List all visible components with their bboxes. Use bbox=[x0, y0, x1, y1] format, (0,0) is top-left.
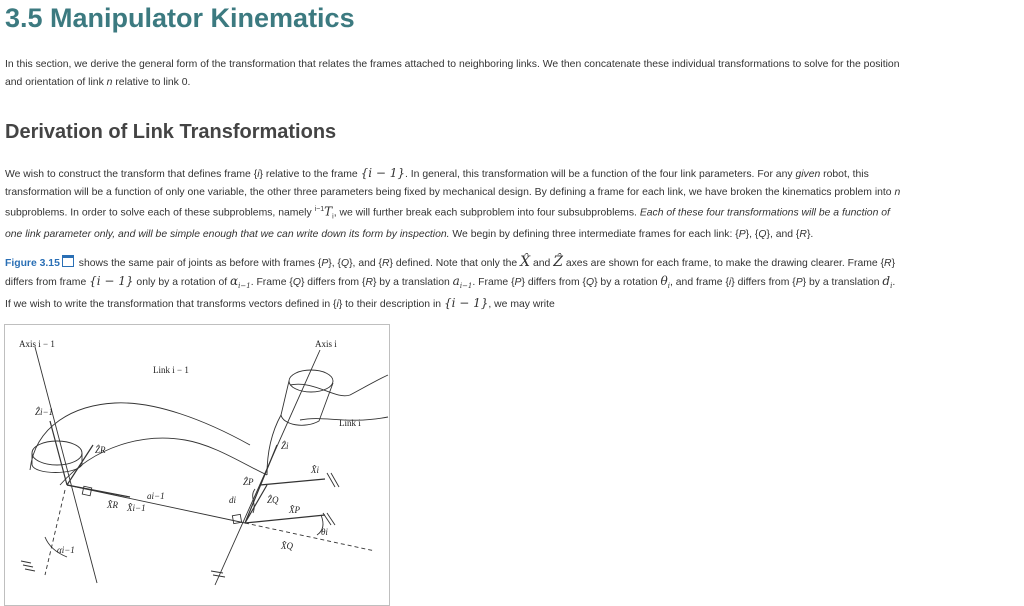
text: differs from frame bbox=[5, 276, 90, 288]
label-z-i: Ẑi bbox=[281, 441, 289, 451]
figure-3-15[interactable] bbox=[4, 324, 390, 606]
text: shows the same pair of joints as before with frames { bbox=[75, 258, 322, 269]
z-im1-axis bbox=[50, 421, 67, 485]
text: and bbox=[530, 258, 554, 269]
label-d-i: di bbox=[229, 495, 237, 505]
text: robot, this bbox=[820, 169, 869, 180]
link-im1-edge-top bbox=[30, 403, 250, 470]
text: given bbox=[795, 169, 821, 180]
text: Q bbox=[340, 258, 350, 269]
label-alpha-im1: αi−1 bbox=[57, 545, 75, 555]
text: } by a rotation bbox=[594, 276, 661, 288]
text: R bbox=[799, 229, 807, 241]
label-a-im1: ai−1 bbox=[147, 491, 165, 501]
text: P bbox=[514, 276, 522, 288]
label-z-im1: Ẑi−1 bbox=[35, 407, 54, 417]
text: . bbox=[892, 276, 896, 288]
text: transformation will be a function of only one variable, the other three parameters being fixed by mechanical design. By defining a frame for each link, we have broken the kinematics problem into bbox=[5, 186, 895, 198]
label-z-P: ẐP bbox=[243, 477, 254, 487]
text: } bbox=[891, 258, 896, 269]
label-theta-i: θi bbox=[321, 527, 328, 537]
z-Q-axis bbox=[245, 485, 267, 523]
text: P bbox=[795, 276, 803, 288]
label-x-im1: X̂i−1 bbox=[127, 503, 146, 513]
text: }, and { bbox=[766, 229, 800, 241]
text: R bbox=[884, 258, 892, 269]
text: R bbox=[382, 258, 390, 269]
manipulator-diagram bbox=[5, 325, 389, 605]
page-title: 3.5 Manipulator Kinematics bbox=[5, 3, 355, 33]
math-sub: i bbox=[890, 281, 893, 290]
text: Q bbox=[758, 229, 767, 241]
math-theta: θ bbox=[660, 273, 668, 288]
text: one link parameter only, and will be simple enough that we can write down its form by inspection. bbox=[5, 229, 450, 241]
text: Q bbox=[585, 276, 595, 288]
math-sub: i bbox=[667, 281, 670, 290]
intro-text-1: In this section, we derive the general form of the transformation that relates the frames attached to neighboring links. We then concatenate these individual transformations to solve for the position bbox=[5, 59, 900, 70]
z-R-axis bbox=[67, 445, 93, 485]
math-a: a bbox=[452, 273, 460, 288]
link-i-edge-top bbox=[290, 375, 388, 396]
joint-i-cylinder-top bbox=[289, 370, 333, 392]
text: } to their description in bbox=[338, 299, 444, 311]
paragraph-link-transform bbox=[5, 165, 1017, 244]
text: P bbox=[321, 258, 329, 269]
text: } relative to the frame bbox=[259, 169, 361, 180]
text: . Frame { bbox=[472, 276, 515, 288]
text: only by a rotation of bbox=[133, 276, 231, 288]
intro-paragraph bbox=[5, 56, 1015, 91]
math-alpha: α bbox=[230, 273, 239, 288]
text: } by a translation bbox=[372, 276, 453, 288]
text: We wish to construct the transform that defines frame { bbox=[5, 169, 258, 180]
intro-text-3: relative to link 0. bbox=[112, 76, 191, 88]
label-link-i: Link i bbox=[339, 418, 361, 428]
link-i-underside bbox=[267, 415, 281, 475]
label-x-P: X̂P bbox=[289, 505, 300, 515]
joint-im1-cylinder-top bbox=[32, 441, 82, 465]
text: } differs from { bbox=[731, 276, 796, 288]
section-heading: Derivation of Link Transformations bbox=[5, 121, 337, 143]
math-T: T bbox=[324, 204, 333, 219]
math-x-hat: X̂ bbox=[520, 254, 531, 270]
text: We begin by defining three intermediate frames for each link: { bbox=[449, 229, 739, 241]
math-z-hat: Ẑ bbox=[553, 254, 563, 270]
text: } differs from { bbox=[300, 276, 366, 288]
text: }, and { bbox=[349, 258, 383, 269]
label-link-im1: Link i − 1 bbox=[153, 365, 189, 375]
label-z-R: ẐR bbox=[95, 445, 106, 455]
text: , we will further break each subproblem into four subsubproblems. bbox=[333, 207, 640, 219]
open-figure-icon[interactable] bbox=[62, 255, 74, 267]
label-axis-i: Axis i bbox=[315, 339, 337, 349]
text: subproblems. In order to solve each of these subproblems, namely bbox=[5, 207, 315, 219]
text: i bbox=[336, 299, 339, 311]
x-R-axis bbox=[67, 485, 130, 497]
text: } defined. Note that only the bbox=[389, 258, 521, 269]
text: . Frame { bbox=[250, 276, 293, 288]
label-x-Q: X̂Q bbox=[281, 541, 293, 551]
text: , and frame { bbox=[670, 276, 729, 288]
joint-im1-cylinder-side bbox=[32, 453, 82, 473]
text: } by a translation bbox=[802, 276, 883, 288]
text: Q bbox=[292, 276, 301, 288]
text: }, { bbox=[745, 229, 759, 241]
math-frame: {i − 1} bbox=[443, 296, 489, 311]
math-sub: i−1 bbox=[459, 281, 473, 290]
text: axes are shown for each frame, to make the drawing clearer. Frame { bbox=[562, 258, 885, 269]
text: R bbox=[365, 276, 373, 288]
text: n bbox=[894, 186, 901, 198]
math-d: d bbox=[882, 273, 891, 288]
math-frame: {i − 1} bbox=[89, 273, 134, 288]
text: P bbox=[738, 229, 746, 241]
text: , we may write bbox=[488, 299, 555, 311]
label-axis-im1: Axis i − 1 bbox=[19, 339, 55, 349]
intro-n: n bbox=[106, 76, 113, 88]
label-x-R: X̂R bbox=[107, 500, 118, 510]
extended-x-line bbox=[245, 523, 375, 551]
text: }, { bbox=[328, 258, 341, 269]
figure-link[interactable]: Figure 3.15 bbox=[5, 258, 60, 269]
x-P-axis bbox=[245, 515, 325, 523]
math-sub: i bbox=[332, 213, 334, 221]
label-z-Q: ẐQ bbox=[267, 495, 279, 505]
x-i-axis bbox=[260, 479, 325, 485]
text: } differs from { bbox=[521, 276, 586, 288]
intro-text-2: and orientation of link bbox=[5, 76, 107, 88]
math-sub: i−1 bbox=[238, 281, 251, 290]
math-sup: i−1 bbox=[314, 206, 325, 213]
text: If we wish to write the transformation that transforms vectors defined in { bbox=[5, 299, 337, 311]
text: Each of these four transformations will be a function of bbox=[639, 207, 890, 219]
math-frame: {i − 1} bbox=[360, 166, 406, 180]
text: }. bbox=[806, 229, 814, 241]
link-im1-edge-bottom bbox=[60, 438, 267, 485]
text: i bbox=[257, 169, 260, 180]
label-x-i: X̂i bbox=[311, 465, 319, 475]
text: . In general, this transformation will be a function of the four link parameters. For any bbox=[405, 169, 796, 180]
paragraph-figure bbox=[5, 254, 1017, 314]
text: i bbox=[728, 276, 732, 288]
axis-im1-dashed bbox=[45, 490, 65, 575]
